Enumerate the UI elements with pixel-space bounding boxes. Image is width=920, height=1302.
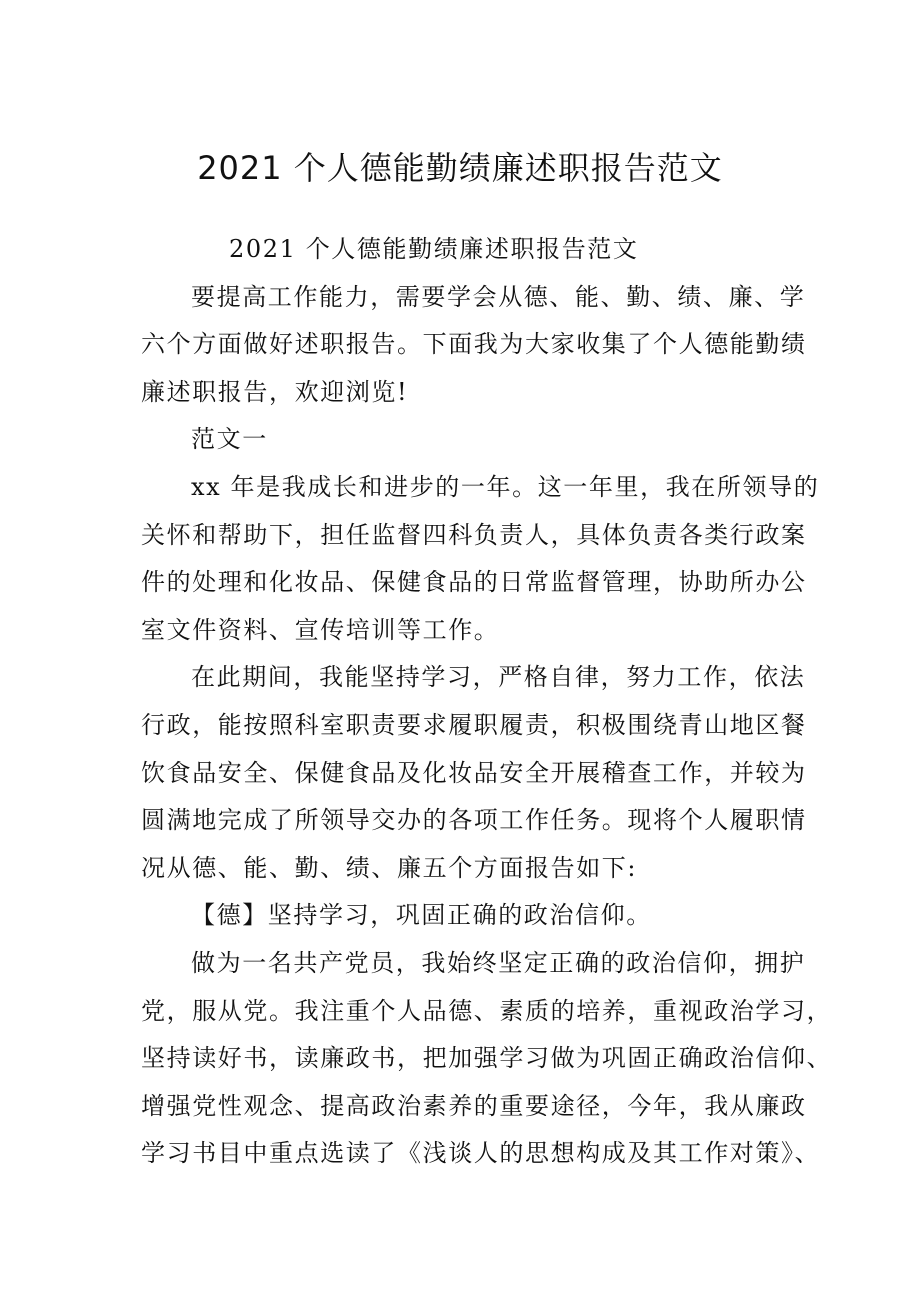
body-line: 廉述职报告，欢迎浏览! — [141, 377, 409, 406]
body-line: 圆满地完成了所领导交办的各项工作任务。现将个人履职情 — [141, 806, 807, 835]
body-line: 六个方面做好述职报告。下面我为大家收集了个人德能勤绩 — [141, 330, 807, 359]
body-line: 要提高工作能力，需要学会从德、能、勤、绩、廉、学 — [191, 282, 806, 311]
body-line: 饮食品安全、保健食品及化妆品安全开展稽查工作，并较为 — [141, 758, 807, 787]
document-title: 2021 个人德能勤绩廉述职报告范文 — [197, 149, 723, 187]
document-body — [141, 226, 833, 1178]
body-line: xx 年是我成长和进步的一年。这一年里，我在所领导的 — [191, 472, 820, 501]
body-line: 党，服从党。我注重个人品德、素质的培养，重视政治学习， — [141, 996, 833, 1025]
body-line: 做为一名共产党员，我始终坚定正确的政治信仰，拥护 — [191, 948, 806, 977]
body-line: 室文件资料、宣传培训等工作。 — [141, 615, 500, 644]
body-line: 况从德、能、勤、绩、廉五个方面报告如下: — [141, 853, 638, 882]
body-line: 行政，能按照科室职责要求履职履责，积极围绕青山地区餐 — [141, 710, 807, 739]
body-line: 关怀和帮助下，担任监督四科负责人，具体负责各类行政案 — [141, 520, 807, 549]
body-line: 件的处理和化妆品、保健食品的日常监督管理，协助所办公 — [141, 568, 807, 597]
section-heading: 范文一 — [191, 425, 268, 454]
body-line: 学习书目中重点选读了《浅谈人的思想构成及其工作对策》、 — [141, 1139, 821, 1168]
body-line: 在此期间，我能坚持学习，严格自律，努力工作，依法 — [191, 663, 806, 692]
body-subtitle: 2021 个人德能勤绩廉述职报告范文 — [229, 235, 639, 263]
body-line: 坚持读好书，读廉政书，把加强学习做为巩固正确政治信仰、 — [141, 1044, 833, 1073]
body-line: 增强党性观念、提高政治素养的重要途径，今年，我从廉政 — [141, 1091, 807, 1120]
section-heading: 【德】坚持学习，巩固正确的政治信仰。 — [191, 901, 652, 930]
